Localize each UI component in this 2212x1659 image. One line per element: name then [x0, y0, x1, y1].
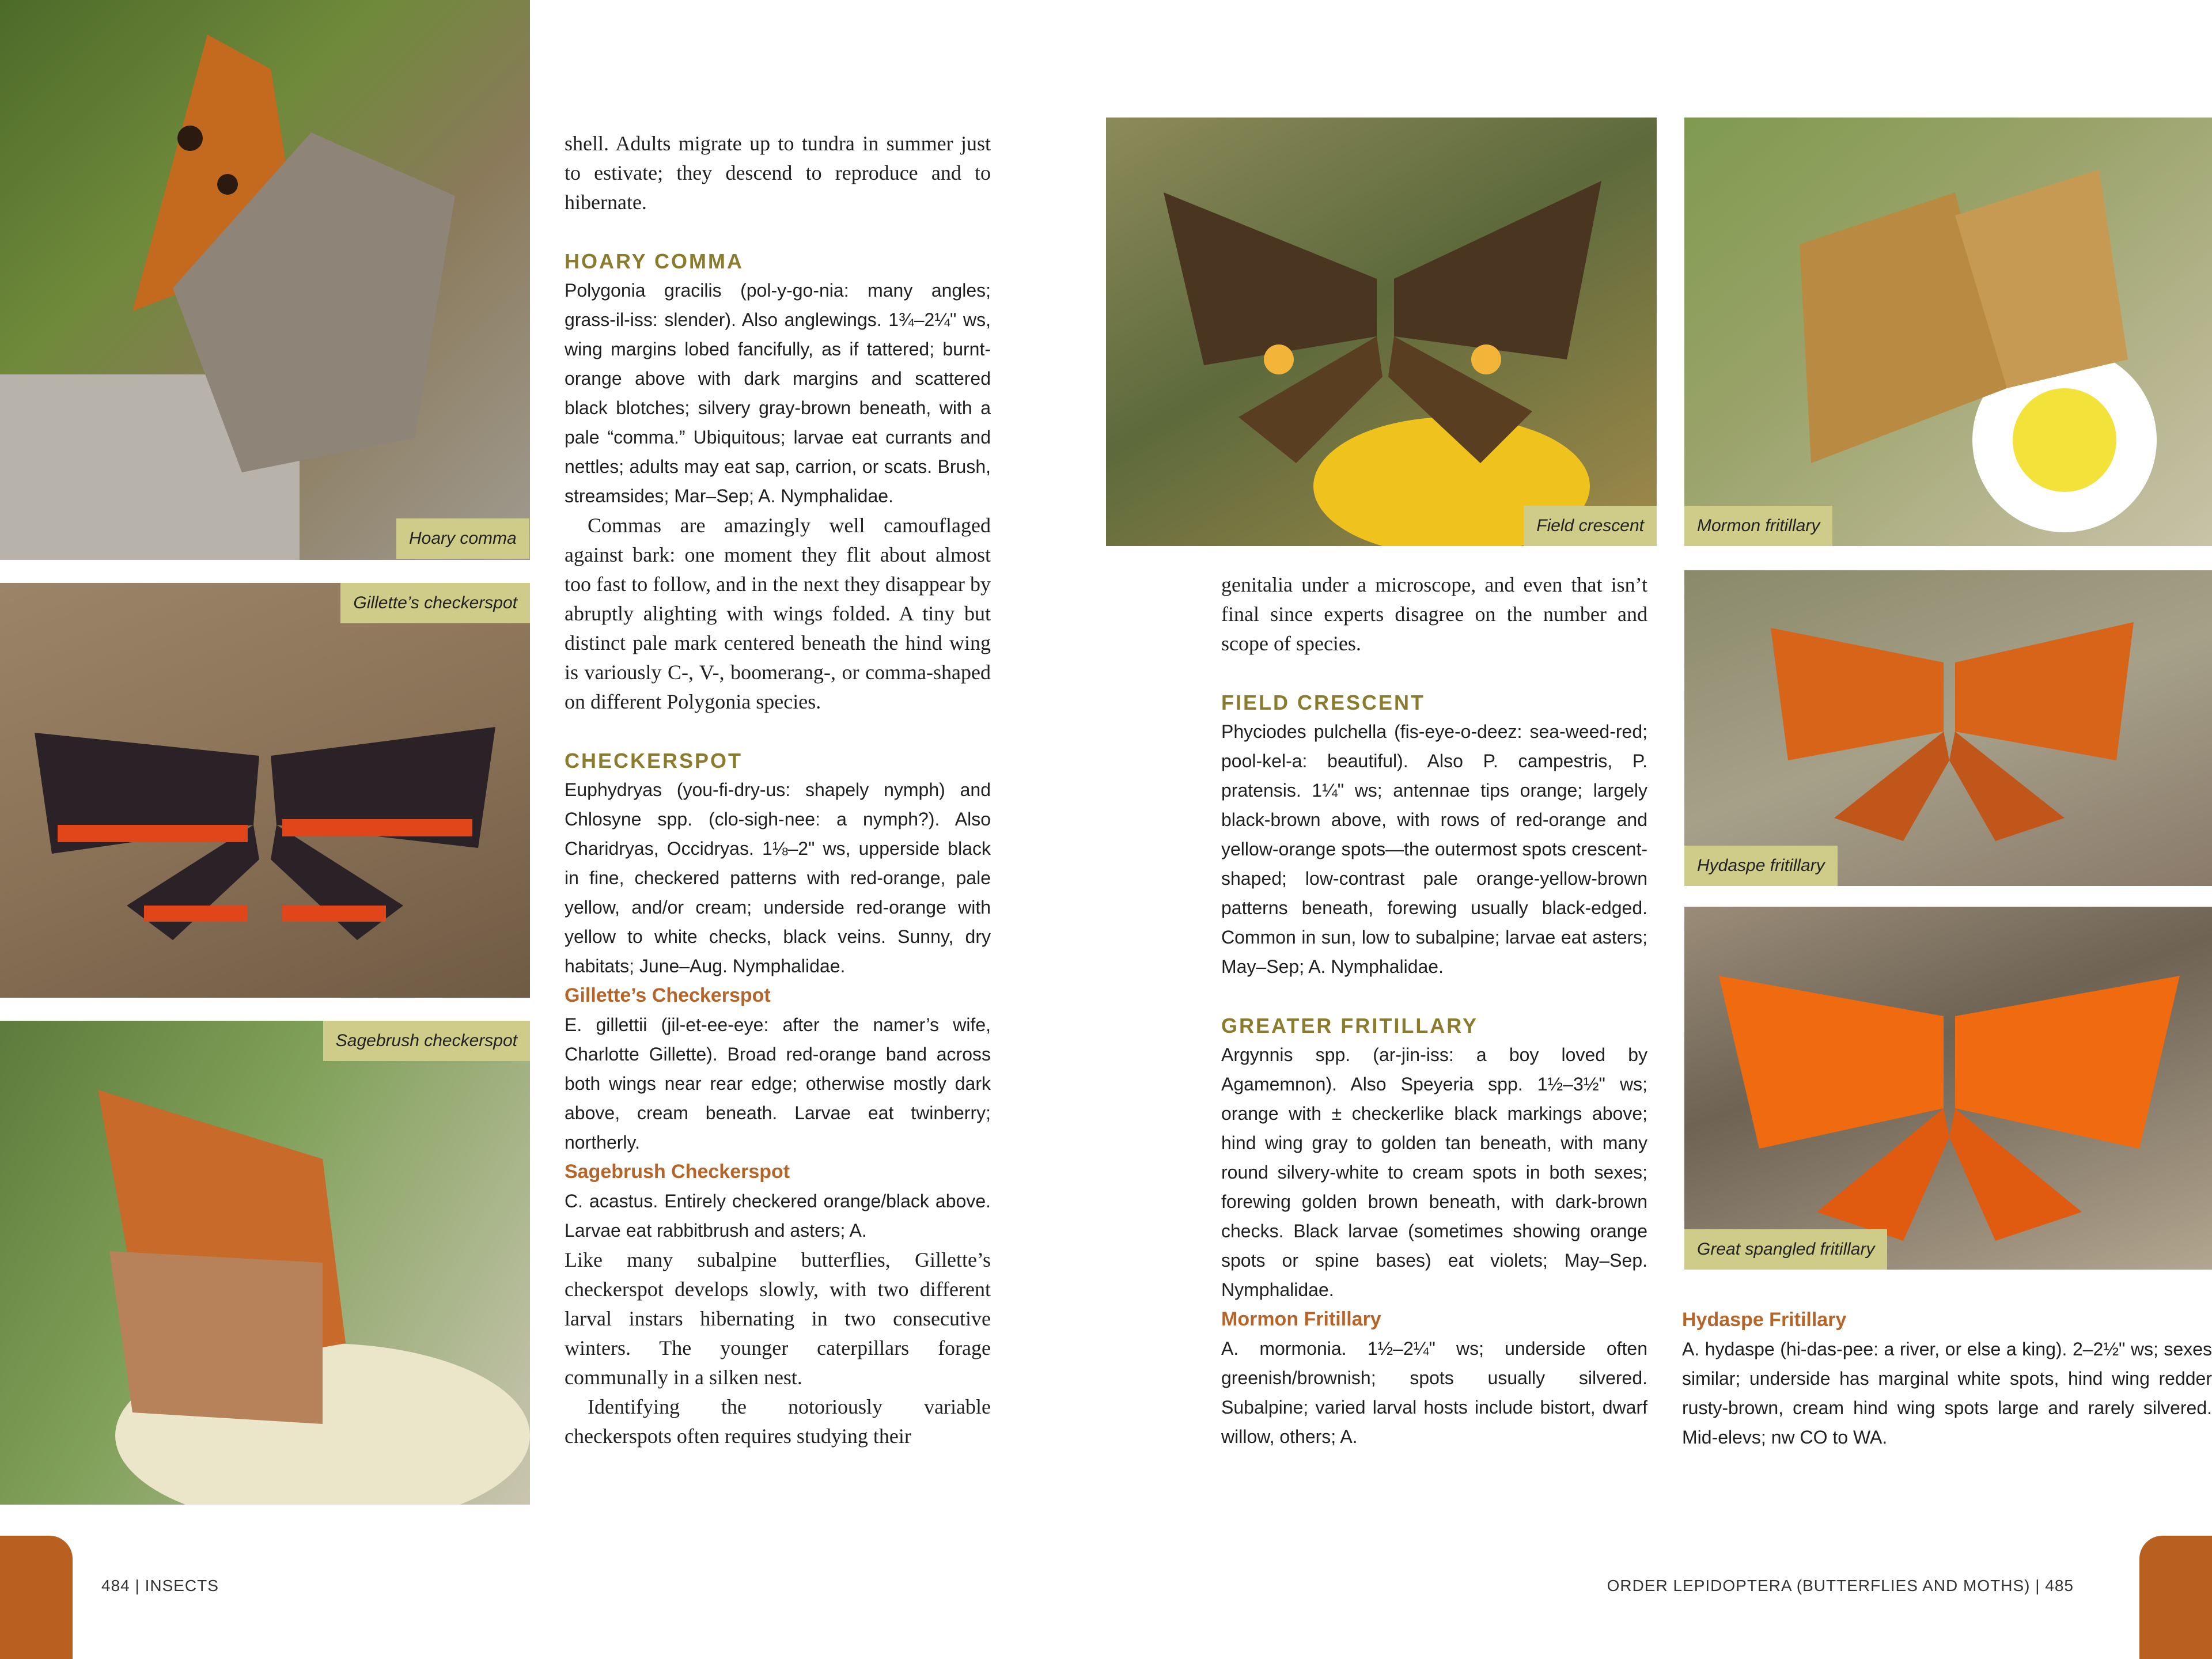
body-paragraph: Like many subalpine butterflies, Gillette’s checkerspot develops slowly, with two different larval instars hibernating in two consecutive winters. The younger caterpillars forage communally in a silken nest.	[565, 1248, 991, 1389]
subspecies-heading: Sagebrush Checkerspot	[565, 1161, 790, 1183]
species-description: Argynnis spp. (ar-jin-iss: a boy loved by Agamemnon). Also Speyeria spp. 1½–3½" ws; orange with ± checkerlike black markings above; hind wing gray to golden tan beneath, with many round silvery-white to cream spots in both sexes; forewing golden brown beneath, with dark-brown checks. Black larvae (sometimes showing orange spots or spine bases) eat violets; May–Sep. Nymphalidae.	[1221, 1044, 1647, 1300]
page-tab-right	[2139, 1536, 2212, 1659]
footer-left	[101, 1577, 219, 1595]
footer-separator: |	[2035, 1577, 2046, 1594]
photo-hydaspe-fritillary	[1684, 570, 2212, 886]
page-number: 485	[2045, 1577, 2074, 1594]
subspecies-heading: Gillette’s Checkerspot	[565, 984, 771, 1006]
species-description: C. acastus. Entirely checkered orange/black above. Larvae eat rabbitbrush and asters; A.	[565, 1191, 991, 1241]
subspecies-heading: Hydaspe Fritillary	[1682, 1309, 1847, 1331]
species-description: Phyciodes pulchella (fis-eye-o-deez: sea-weed-red; pool-kel-a: beautiful). Also P. campestris, P. pratensis. 1¼" ws; antennae tips orange; largely black-brown above, with rows of red-orange and yellow-orange spots—the outermost spots crescent-shaped; low-contrast pale orange-yellow-brown patterns beneath, forewing usually black-edged. Common in sun, low to subalpine; larvae eat asters; May–Sep; A. Nymphalidae.	[1221, 721, 1647, 977]
photo-great-spangled-fritillary	[1684, 907, 2212, 1270]
middle-text-column	[1221, 570, 1647, 1452]
section-label: INSECTS	[145, 1577, 219, 1594]
photo-mormon-fritillary	[1684, 118, 2212, 546]
subspecies-heading: Mormon Fritillary	[1221, 1308, 1381, 1330]
species-heading: CHECKERSPOT	[565, 749, 743, 772]
photo-caption: Mormon fritillary	[1684, 506, 1832, 546]
left-text-column	[565, 129, 991, 1451]
photo-sagebrush-checkerspot	[0, 1021, 530, 1505]
photo-caption: Hoary comma	[396, 518, 529, 559]
footer-right	[1607, 1577, 2074, 1595]
page-tab-left	[0, 1536, 73, 1659]
photo-field-crescent	[1106, 118, 1657, 546]
hoary-comma-illustration	[0, 0, 530, 560]
footer-separator: |	[135, 1577, 145, 1594]
photo-gillettes-checkerspot	[0, 583, 530, 998]
species-description: A. hydaspe (hi-das-pee: a river, or else a king). 2–2½" ws; sexes similar; underside has marginal white spots, hind wing redder rusty-brown, cream hind wing spots large and rarely silvered. Mid-elevs; nw CO to WA.	[1682, 1339, 2212, 1448]
page-number: 484	[101, 1577, 130, 1594]
gillettes-checkerspot-illustration	[0, 583, 530, 998]
species-description: A. mormonia. 1½–2¼" ws; underside often greenish/brownish; spots usually silvered. Subalpine; varied larval hosts include bistort, dwarf willow, others; A.	[1221, 1338, 1647, 1447]
mormon-fritillary-illustration	[1684, 118, 2212, 546]
species-description: Euphydryas (you-fi-dry-us: shapely nymph) and Chlosyne spp. (clo-sigh-nee: a nymph?). Also Charidryas, Occidryas. 1⅛–2" ws, upperside black in fine, checkered patterns with red-orange, pale yellow, and/or cream; underside red-orange with yellow to white checks, black veins. Sunny, dry habitats; June–Aug. Nymphalidae.	[565, 779, 991, 976]
body-paragraph: Commas are amazingly well camouflaged against bark: one moment they flit about almost too fast to follow, and in the next they disappear by abruptly alighting with wings folded. A tiny but distinct pale mark centered beneath the hind wing is variously C-, V-, boomerang-, or comma-shaped on different Polygonia species.	[565, 514, 991, 713]
photo-hoary-comma	[0, 0, 530, 560]
species-heading: GREATER FRITILLARY	[1221, 1014, 1478, 1037]
species-heading: HOARY COMMA	[565, 249, 744, 273]
photo-caption: Hydaspe fritillary	[1684, 846, 1838, 886]
body-paragraph: genitalia under a microscope, and even that isn’t final since experts disagree on the number and scope of species.	[1221, 573, 1647, 655]
species-description: E. gillettii (jil-et-ee-eye: after the namer’s wife, Charlotte Gillette). Broad red-orange band across both wings near rear edge; otherwise mostly dark above, cream beneath. Larvae eat twinberry; northerly.	[565, 1014, 991, 1153]
right-text-column	[1682, 1305, 2212, 1452]
intro-paragraph: shell. Adults migrate up to tundra in summer just to estivate; they descend to reproduce and to hibernate.	[565, 132, 991, 214]
hydaspe-fritillary-illustration	[1684, 570, 2212, 886]
species-description: Polygonia gracilis (pol-y-go-nia: many angles; grass-il-iss: slender). Also anglewings. 1¾–2¼" ws, wing margins lobed fancifully, as if tattered; burnt-orange above with dark margins and scattered black blotches; silvery gray-brown beneath, with a pale “comma.” Ubiquitous; larvae eat currants and nettles; adults may eat sap, carrion, or scats. Brush, streamsides; Mar–Sep; A. Nymphalidae.	[565, 280, 991, 506]
body-paragraph: Identifying the notoriously variable checkerspots often requires studying their	[565, 1395, 991, 1448]
photo-caption: Great spangled fritillary	[1684, 1229, 1887, 1270]
photo-caption: Sagebrush checkerspot	[323, 1021, 530, 1061]
photo-caption: Gillette’s checkerspot	[340, 583, 530, 623]
sagebrush-checkerspot-illustration	[0, 1021, 530, 1505]
photo-caption: Field crescent	[1524, 506, 1657, 546]
species-heading: FIELD CRESCENT	[1221, 691, 1426, 714]
great-spangled-fritillary-illustration	[1684, 907, 2212, 1270]
section-label: ORDER LEPIDOPTERA (BUTTERFLIES AND MOTHS)	[1607, 1577, 2031, 1594]
field-crescent-illustration	[1106, 118, 1657, 546]
